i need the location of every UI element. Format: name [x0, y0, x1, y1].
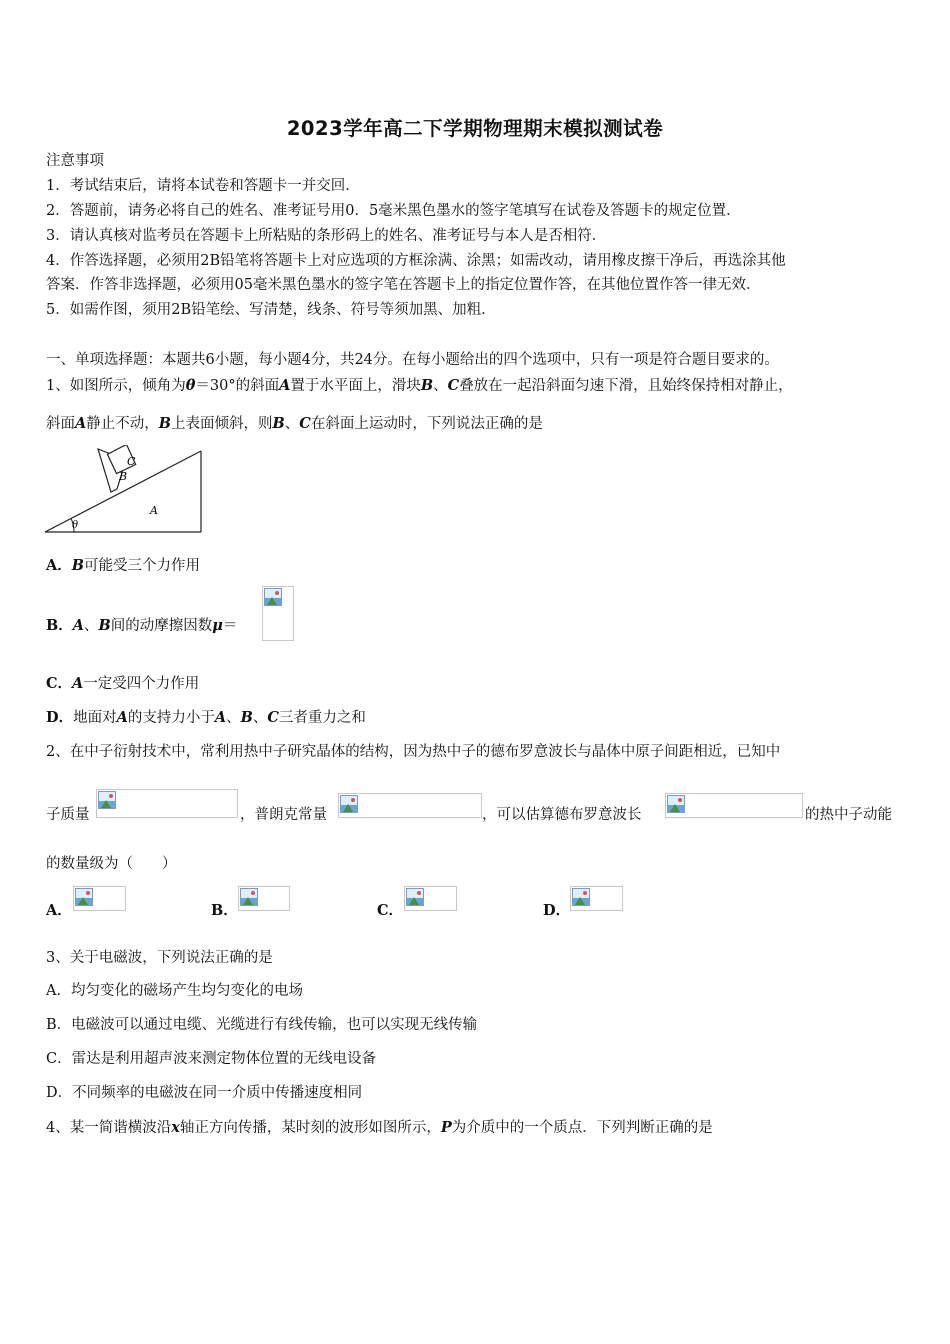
q1-var-a: A — [72, 617, 85, 634]
q1-text: 斜面 — [46, 416, 75, 432]
q2-option-b: B． — [211, 902, 238, 919]
q4-var-x: x — [171, 1119, 180, 1136]
option-text: 三者重力之和 — [278, 710, 366, 726]
notice-item-1: 1．考试结束后，请将本试卷和答题卡一并交回． — [46, 178, 360, 194]
q2-text-a: 子质量 — [46, 807, 90, 823]
notice-item-3: 3．请认真核对监考员在答题卡上所粘贴的条形码上的姓名、准考证号与本人是否相符． — [46, 228, 607, 244]
q4-text: 为介质中的一个质点．下列判断正确的是 — [451, 1120, 713, 1136]
equals-sign: ＝ — [222, 618, 238, 634]
q2-option-d: D． — [543, 902, 571, 919]
label-b: B — [119, 470, 128, 483]
q1-sep: 、 — [433, 378, 448, 394]
q4-var-p: P — [440, 1119, 452, 1136]
q1-sep: 、 — [84, 618, 99, 634]
q1-theta: θ — [185, 377, 196, 394]
q1-text: ＝30°的斜面 — [195, 378, 280, 394]
q1-stem-line1 — [46, 376, 793, 396]
q3-option-a: A．均匀变化的磁场产生均匀变化的电场 — [46, 983, 303, 999]
q1-text: 在斜面上运动时，下列说法正确的是 — [310, 416, 543, 432]
label-a: A — [150, 504, 158, 517]
broken-image-icon — [570, 886, 623, 911]
broken-image-icon — [262, 586, 294, 641]
broken-image-icon — [665, 793, 803, 818]
notice-item-4: 4．作答选择题，必须用2B铅笔将答题卡上对应选项的方框涂满、涂黑；如需改动，请用橡皮擦干净后，再选涂其他 — [46, 253, 786, 269]
q1-var-b: B — [420, 377, 434, 394]
q3-option-b: B．电磁波可以通过电缆、光缆进行有线传输，也可以实现无线传输 — [46, 1017, 478, 1033]
q2-text-c: ，可以估算德布罗意波长 — [482, 807, 642, 823]
broken-image-icon — [404, 886, 457, 911]
q1-var-b: B — [240, 709, 253, 726]
broken-image-icon — [73, 886, 126, 911]
label-c: C — [127, 455, 136, 468]
broken-image-icon — [238, 886, 290, 911]
q1-var-c: C — [299, 415, 311, 432]
q2-option-c: C． — [377, 902, 404, 919]
option-text: 一定受四个力作用 — [83, 676, 200, 692]
incline-figure — [44, 445, 204, 537]
section-header: 一、单项选择题：本题共6小题，每小题4分，共24分。在每小题给出的四个选项中，只有一项是符合题目要求的。 — [46, 352, 779, 368]
mu-symbol: μ — [212, 617, 223, 634]
broken-image-icon — [96, 789, 238, 818]
q1-text: 上表面倾斜，则 — [171, 416, 273, 432]
q1-var-a: A — [75, 415, 87, 432]
q3-stem: 3、关于电磁波，下列说法正确的是 — [46, 950, 273, 966]
q4-text: 4、某一简谐横波沿 — [46, 1120, 172, 1136]
q1-var-b: B — [71, 557, 85, 574]
q1-option-c — [46, 674, 199, 694]
q4-text: 轴正方向传播，某时刻的波形如图所示， — [179, 1120, 441, 1136]
broken-image-icon — [338, 793, 482, 818]
notice-heading: 注意事项 — [46, 153, 104, 169]
q2-text-b: ，普朗克常量 — [240, 807, 327, 823]
notice-item-4-cont: 答案．作答非选择题，必须用05毫米黑色墨水的签字笔在答题卡上的指定位置作答，在其他位置作答一律无效． — [46, 277, 761, 293]
q1-var-c: C — [267, 709, 279, 726]
q1-option-d — [46, 708, 366, 728]
option-prefix: D． — [46, 709, 74, 726]
q2-stem-line3: 的数量级为（ ） — [46, 856, 177, 872]
q1-stem-line2 — [46, 414, 543, 434]
notice-item-2: 2．答题前，请务必将自己的姓名、准考证号用0．5毫米黑色墨水的签字笔填写在试卷及答题卡的规定位置． — [46, 203, 741, 219]
q1-var-a: A — [214, 709, 227, 726]
q1-var-a: A — [279, 377, 291, 394]
q1-var-b: B — [98, 617, 111, 634]
q1-var-a: A — [72, 675, 84, 692]
q1-sep: 、 — [226, 710, 241, 726]
q1-text: 1、如图所示，倾角为 — [46, 378, 186, 394]
option-prefix: B． — [46, 617, 73, 634]
notice-item-5: 5．如需作图，须用2B铅笔绘、写清楚，线条、符号等须加黑、加粗． — [46, 302, 496, 318]
q1-text: 静止不动， — [86, 416, 159, 432]
option-prefix: A． — [46, 557, 72, 574]
option-text: 间的动摩擦因数 — [110, 618, 213, 634]
option-text: 地面对 — [73, 710, 117, 726]
q3-option-d: D．不同频率的电磁波在同一介质中传播速度相同 — [46, 1085, 363, 1101]
page-title: 2023学年高二下学期物理期末模拟测试卷 — [286, 117, 664, 140]
q1-var-b: B — [272, 415, 285, 432]
q2-text-d: 的热中子动能 — [805, 807, 892, 823]
q1-var-b: B — [158, 415, 172, 432]
q2-stem-line1: 2、在中子衍射技术中，常利用热中子研究晶体的结构，因为热中子的德布罗意波长与晶体中原子间距相近，已知中 — [46, 744, 781, 760]
q4-stem — [46, 1118, 713, 1138]
q1-sep: 、 — [252, 710, 268, 726]
q1-var-a: A — [116, 709, 128, 726]
option-prefix: C． — [46, 675, 73, 692]
label-theta: θ — [72, 520, 79, 531]
q1-var-c: C — [447, 377, 460, 394]
option-text: 的支持力小于 — [127, 710, 215, 726]
option-text: 可能受三个力作用 — [84, 558, 201, 574]
q1-sep: 、 — [284, 416, 300, 432]
q1-text: 叠放在一起沿斜面匀速下滑，且始终保持相对静止， — [459, 378, 793, 394]
q3-option-c: C．雷达是利用超声波来测定物体位置的无线电设备 — [46, 1051, 377, 1067]
q1-option-a — [46, 556, 200, 576]
q1-text: 置于水平面上，滑块 — [290, 378, 421, 394]
q1-option-b — [46, 614, 237, 638]
q2-option-a: A． — [46, 902, 72, 919]
